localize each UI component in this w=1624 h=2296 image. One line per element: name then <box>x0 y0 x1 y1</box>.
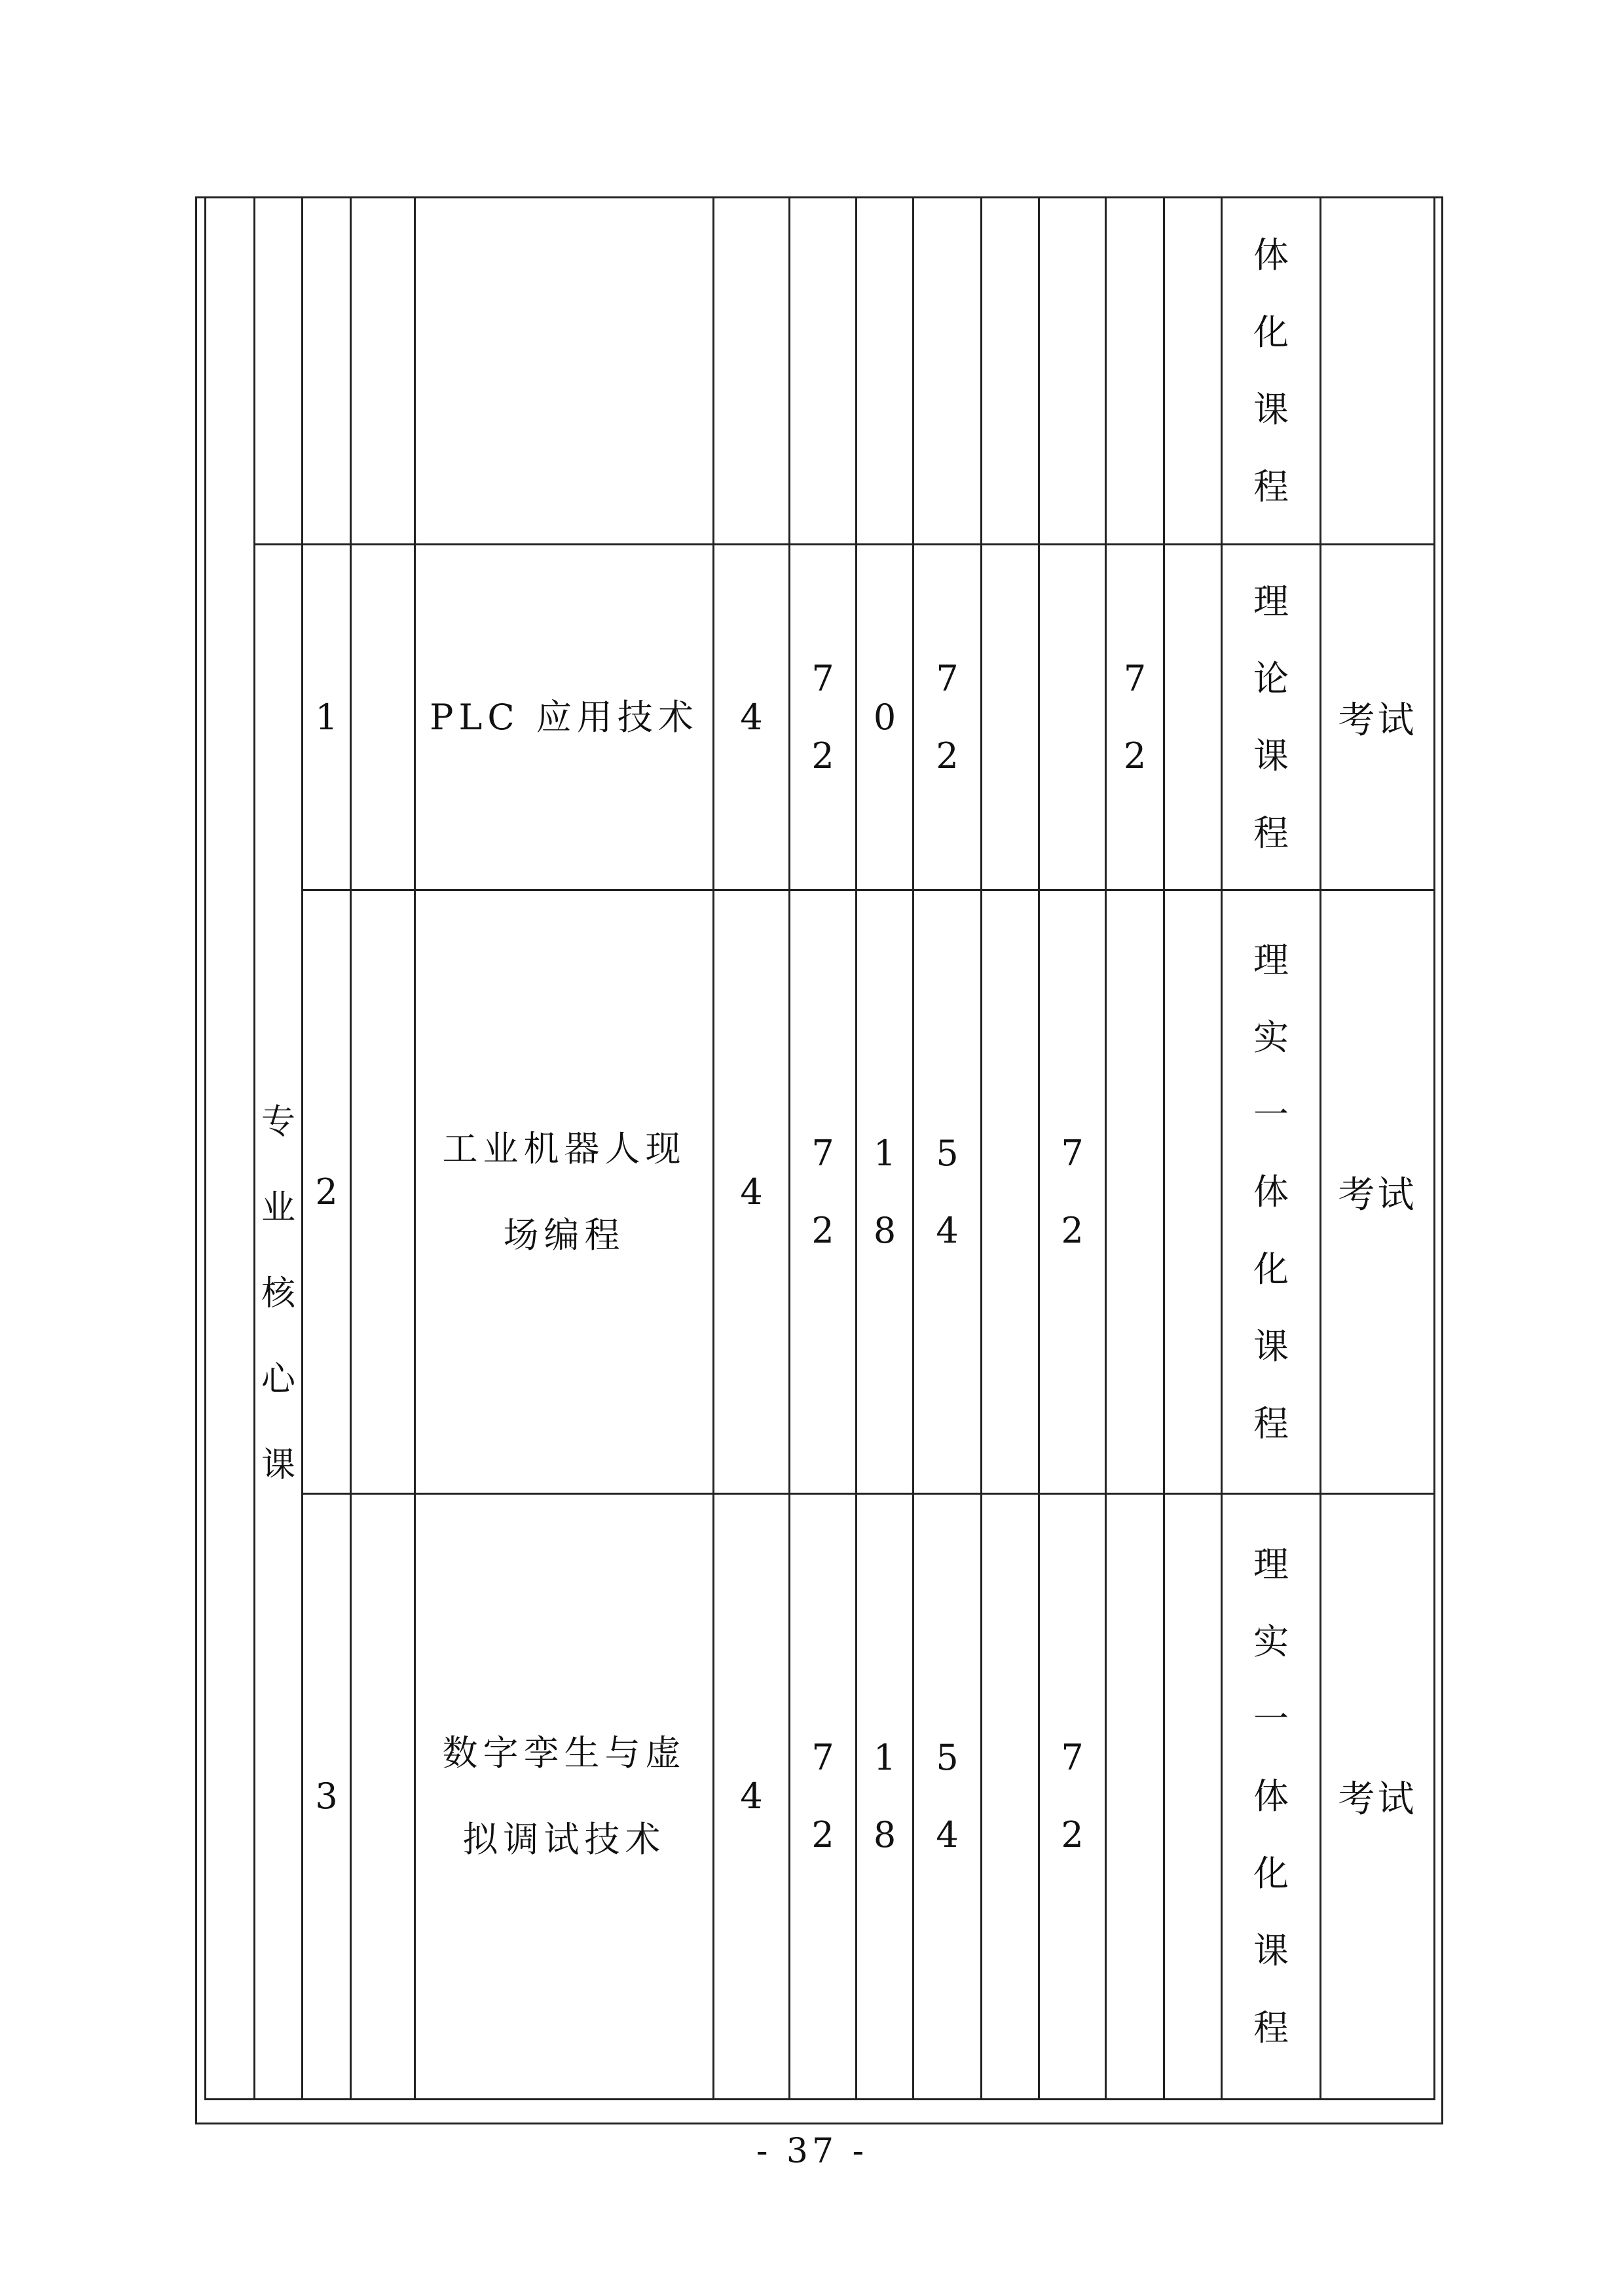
col-divider <box>1163 196 1165 2100</box>
credits: 4 <box>740 696 763 738</box>
assessment-method: 考试 <box>1338 699 1417 742</box>
course-name <box>416 545 712 889</box>
course-name-text: 数字孪生与虚 拟调试技术 <box>442 1732 686 1860</box>
total-hours: 7 2 <box>811 1132 834 1251</box>
course-type-cell <box>1223 198 1320 543</box>
course-name-text: PLC 应用技术 <box>430 696 699 738</box>
col-divider <box>204 196 206 2100</box>
course-type-cell: 理 论 课 程 <box>1253 580 1289 854</box>
category-text: 专 业 核 心 课 <box>261 1102 295 1485</box>
col-divider <box>350 196 352 2100</box>
semester-hours: 7 2 <box>1061 1737 1084 1855</box>
page-number: - 37 - <box>756 2132 868 2171</box>
course-index: 1 <box>315 696 338 738</box>
credits: 4 <box>740 1776 763 1817</box>
col-divider <box>1433 196 1435 2100</box>
semester-hours: 7 2 <box>1123 657 1147 776</box>
assessment-method: 考试 <box>1338 1173 1417 1216</box>
course-name <box>416 891 712 1493</box>
assessment-method: 考试 <box>1338 1778 1417 1821</box>
category-cell <box>255 1021 301 1558</box>
course-name-text: 工业机器人现 场编程 <box>442 1127 686 1256</box>
practice-hours: 1 8 <box>873 1737 896 1855</box>
course-name <box>416 1495 712 2098</box>
practice-hours: 1 8 <box>873 1132 896 1251</box>
semester-hours: 7 2 <box>1061 1132 1084 1251</box>
course-index: 3 <box>315 1776 338 1817</box>
credits: 4 <box>740 1171 763 1212</box>
theory-hours: 5 4 <box>936 1132 959 1251</box>
total-hours: 7 2 <box>811 1737 834 1855</box>
course-type-text: 体 化 课 程 <box>1253 234 1289 507</box>
col-divider <box>1105 196 1107 2100</box>
course-type-cell: 理 实 一 体 化 课 程 <box>1253 1544 1289 2049</box>
theory-hours: 7 2 <box>936 657 959 776</box>
total-hours: 7 2 <box>811 657 834 776</box>
col-divider <box>980 196 982 2100</box>
course-type-cell: 理 实 一 体 化 课 程 <box>1253 939 1289 1444</box>
table-bottom-border <box>204 2098 1435 2100</box>
course-index: 2 <box>315 1171 338 1212</box>
theory-hours: 5 4 <box>936 1737 959 1855</box>
practice-hours: 0 <box>873 696 896 738</box>
